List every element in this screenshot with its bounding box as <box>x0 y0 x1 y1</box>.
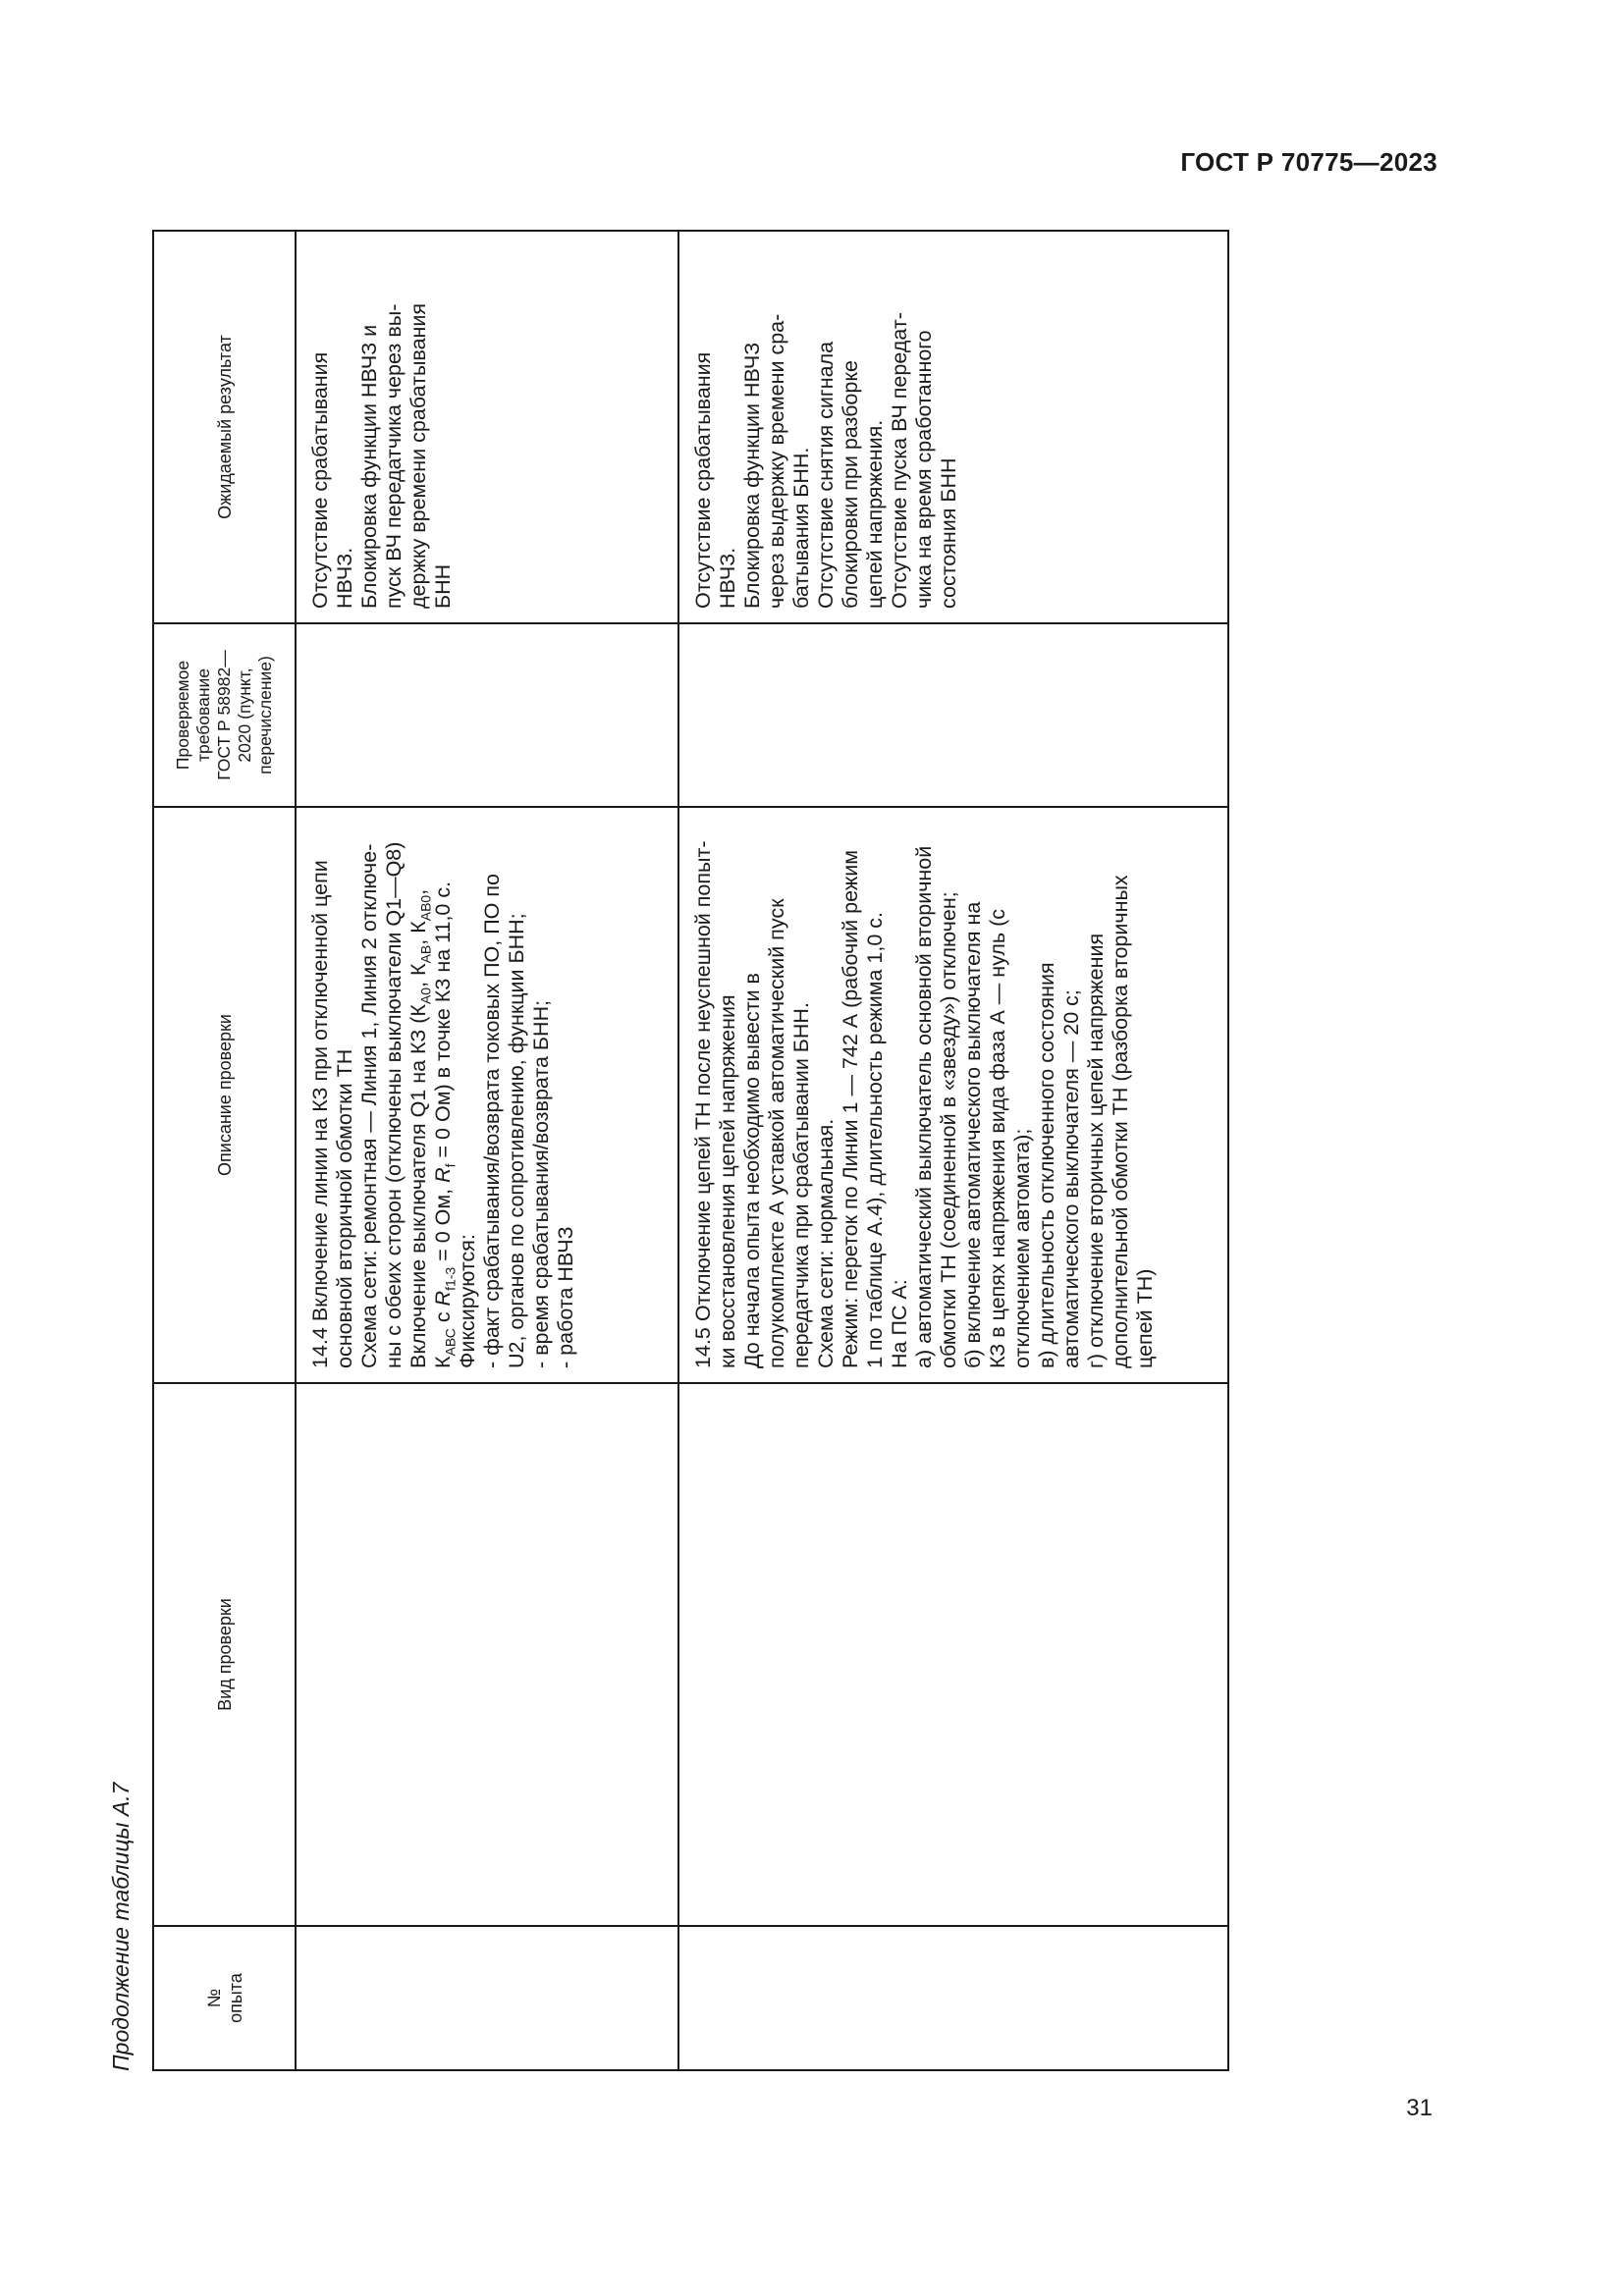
col-header-requirement: Проверяемое требование ГОСТ Р 58982— 2020 (пункт, перечисление) <box>153 623 296 807</box>
table-row <box>296 231 678 2070</box>
col-header-type: Вид проверки <box>153 1383 296 1926</box>
col-header-expected: Ожидаемый результат <box>153 231 296 623</box>
table-caption: Продолжение таблицы А.7 <box>108 1782 134 2071</box>
col-header-description: Описание проверки <box>153 807 296 1383</box>
table-header-row <box>153 231 296 2070</box>
cell-expected: Отсутствие срабатывания НВЧЗ. Блокировка функции НВЧЗ и пуск ВЧ передатчика через вы- держку времени срабатывания БНН <box>296 231 678 623</box>
page-number: 31 <box>1406 2095 1433 2121</box>
formula-line-1: Включение выключателя Q1 на КЗ ($К_{А0}$, $К_{АВ}$, $К_{АВ0}$, <box>406 888 434 1368</box>
cell-description: 14.4 Включение линии на КЗ при отключенной цепи основной вторичной обмотки ТН Схема сети: ремонтная — Линия 1, Линия 2 отключе- ны с обеих сторон (отключены выключатели Q1—Q8) Включение выключателя Q1 на КЗ ($К_{А0}$, $К_{АВ}$, $К_{АВ0}$, $К_{АВС}$ с $R_{f1-3} = 0$ Ом, $R_f = 0$ Ом) в точке К3 на 11,0 с. Фиксируются: - факт срабатывания/возврата токовых ПО, ПО по U2, органов по сопротивлению, функции БНН; - время срабатывания/возврата БНН; - работа НВЧЗ <box>296 807 678 1383</box>
cell-number <box>678 1926 1228 2070</box>
col-header-number: № опыта <box>153 1926 296 2070</box>
results-table <box>152 230 1229 2071</box>
cell-type <box>678 1383 1228 1926</box>
cell-number <box>296 1926 678 2070</box>
cell-description: 14.5 Отключение цепей ТН после неуспешной попыт- ки восстановления цепей напряжения До начала опыта необходимо вывести в полукомплекте А уставкой автоматический пуск передатчика при срабатывании БНН. Схема сети: нормальная. Режим: переток по Линии 1 — 742 А (рабочий режим 1 по таблице А.4), длительность режима 1,0 с. На ПС А: а) автоматический выключатель основной вторичной обмотки ТН (соединенной в «звезду») отключен; б) включение автоматического выключателя на КЗ в цепях напряжения вида фаза А — нуль (с отключением автомата); в) длительность отключенного состояния автоматического выключателя — 20 с; г) отключение вторичных цепей напряжения дополнительной обмотки ТН (разборка вторичных цепей ТН) <box>678 807 1228 1383</box>
cell-expected: Отсутствие срабатывания НВЧЗ. Блокировка функции НВЧЗ через выдержку времени сра- батывания БНН. Отсутствие снятия сигнала блокировки при разборке цепей напряжения. Отсутствие пуска ВЧ передат- чика на время сработанного состояния БНН <box>678 231 1228 623</box>
cell-requirement <box>296 623 678 807</box>
table-row <box>678 231 1228 2070</box>
standard-designation: ГОСТ Р 70775—2023 <box>1180 147 1437 177</box>
rotated-table-block <box>108 211 1242 2071</box>
formula-line-2: $К_{АВС}$ с $R_{f1-3} = 0$ Ом, $R_f = 0$ Ом) в точке К3 на 11,0 с. <box>431 881 459 1368</box>
cell-requirement <box>678 623 1228 807</box>
cell-type <box>296 1383 678 1926</box>
